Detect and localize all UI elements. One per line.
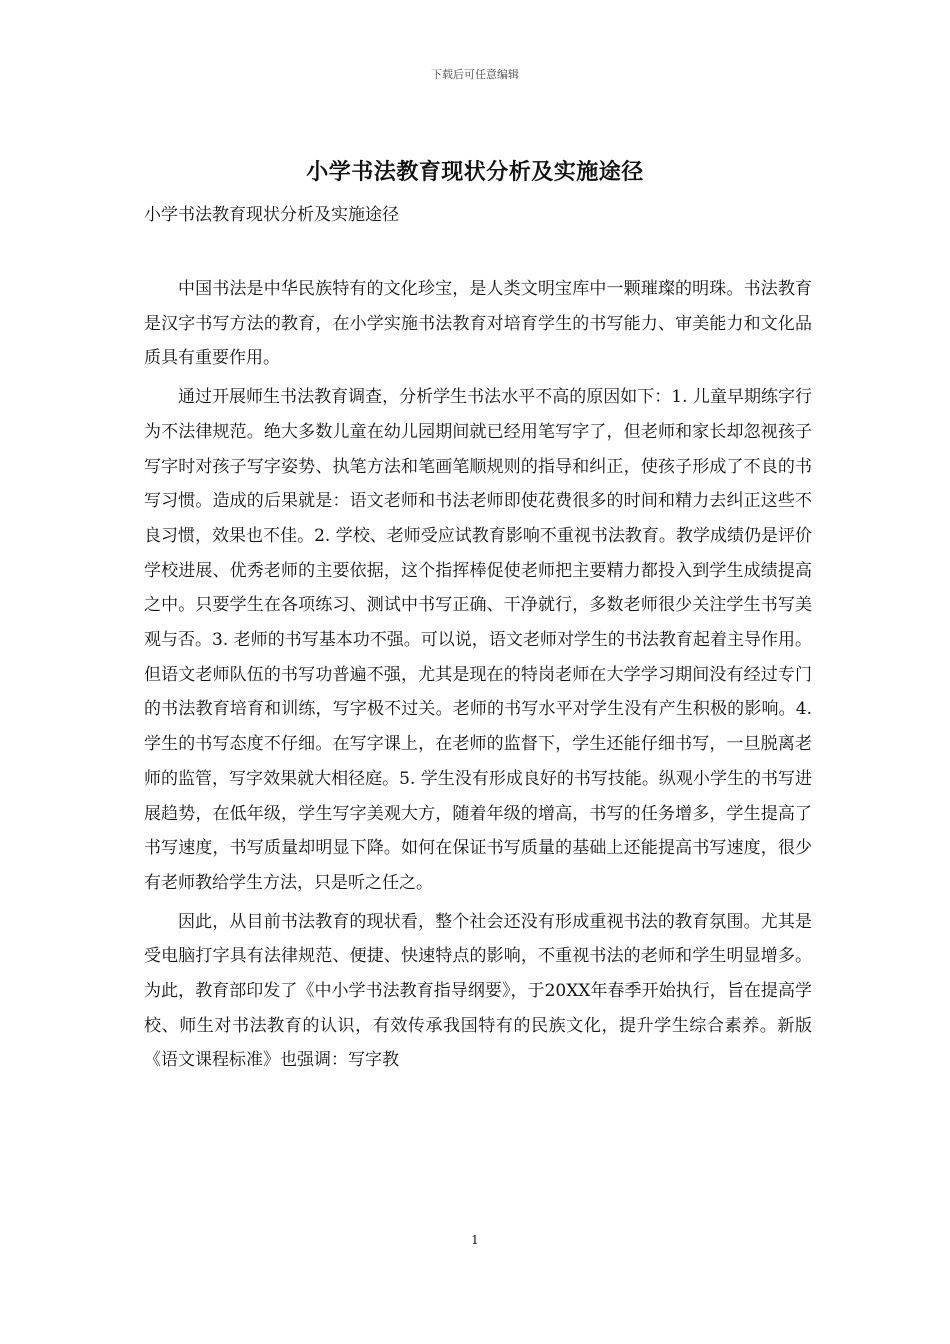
document-title: 小学书法教育现状分析及实施途径 (306, 159, 644, 185)
header-note: 下载后可任意编辑 (431, 68, 519, 81)
document-subtitle: 小学书法教育现状分析及实施途径 (144, 205, 399, 225)
paragraph: 因此，从目前书法教育的现状看，整个社会还没有形成重视书法的教育氛围。尤其是受电脑打字具有法律规范、便捷、快速特点的影响，不重视书法的老师和学生明显增多。为此，教育部印发了《中小学书法教育指导纲要》，于20XX年春季开始执行，旨在提高学校、师生对书法教育的认识，有效传承我国特有的民族文化，提升学生综合素养。新版《语文课程标准》也强调：写字教 (144, 911, 812, 1071)
paragraph: 中国书法是中华民族特有的文化珍宝，是人类文明宝库中一颗璀璨的明珠。书法教育是汉字书写方法的教育，在小学实施书法教育对培育学生的书写能力、审美能力和文化品质具有重要作用。 (144, 279, 812, 369)
page-number: 1 (471, 1233, 479, 1247)
paragraph: 通过开展师生书法教育调查，分析学生书法水平不高的原因如下：1. 儿童早期练字行为不法律规范。绝大多数儿童在幼儿园期间就已经用笔写字了，但老师和家长却忽视孩子写字时对孩子写字姿势、执笔方法和笔画笔顺规则的指导和纠正，使孩子形成了不良的书写习惯。造成的后果就是：语文老师和书法老师即使花费很多的时间和精力去纠正这些不良习惯，效果也不佳。2. 学校、老师受应试教育影响不重视书法教育。教学成绩仍是评价学校进展、优秀老师的主要依据，这个指挥棒促使老师把主要精力都投入到学生成绩提高之中。只要学生在各项练习、测试中书写正确、干净就行，多数老师很少关注学生书写美观与否。3. 老师的书写基本功不强。可以说，语文老师对学生的书法教育起着主导作用。但语文老师队伍的书写功普遍不强，尤其是现在的特岗老师在大学学习期间没有经过专门的书法教育培育和训练，写字极不过关。老师的书写水平对学生没有产生积极的影响。4. 学生的书写态度不仔细。在写字课上，在老师的监督下，学生还能仔细书写，一旦脱离老师的监管，写字效果就大相径庭。5. 学生没有形成良好的书写技能。纵观小学生的书写进展趋势，在低年级，学生写字美观大方，随着年级的增高，书写的任务增多，学生提高了书写速度，书写质量却明显下降。如何在保证书写质量的基础上还能提高书写速度，很少有老师教给学生方法，只是听之任之。 (144, 387, 812, 893)
document-body (144, 272, 812, 1082)
